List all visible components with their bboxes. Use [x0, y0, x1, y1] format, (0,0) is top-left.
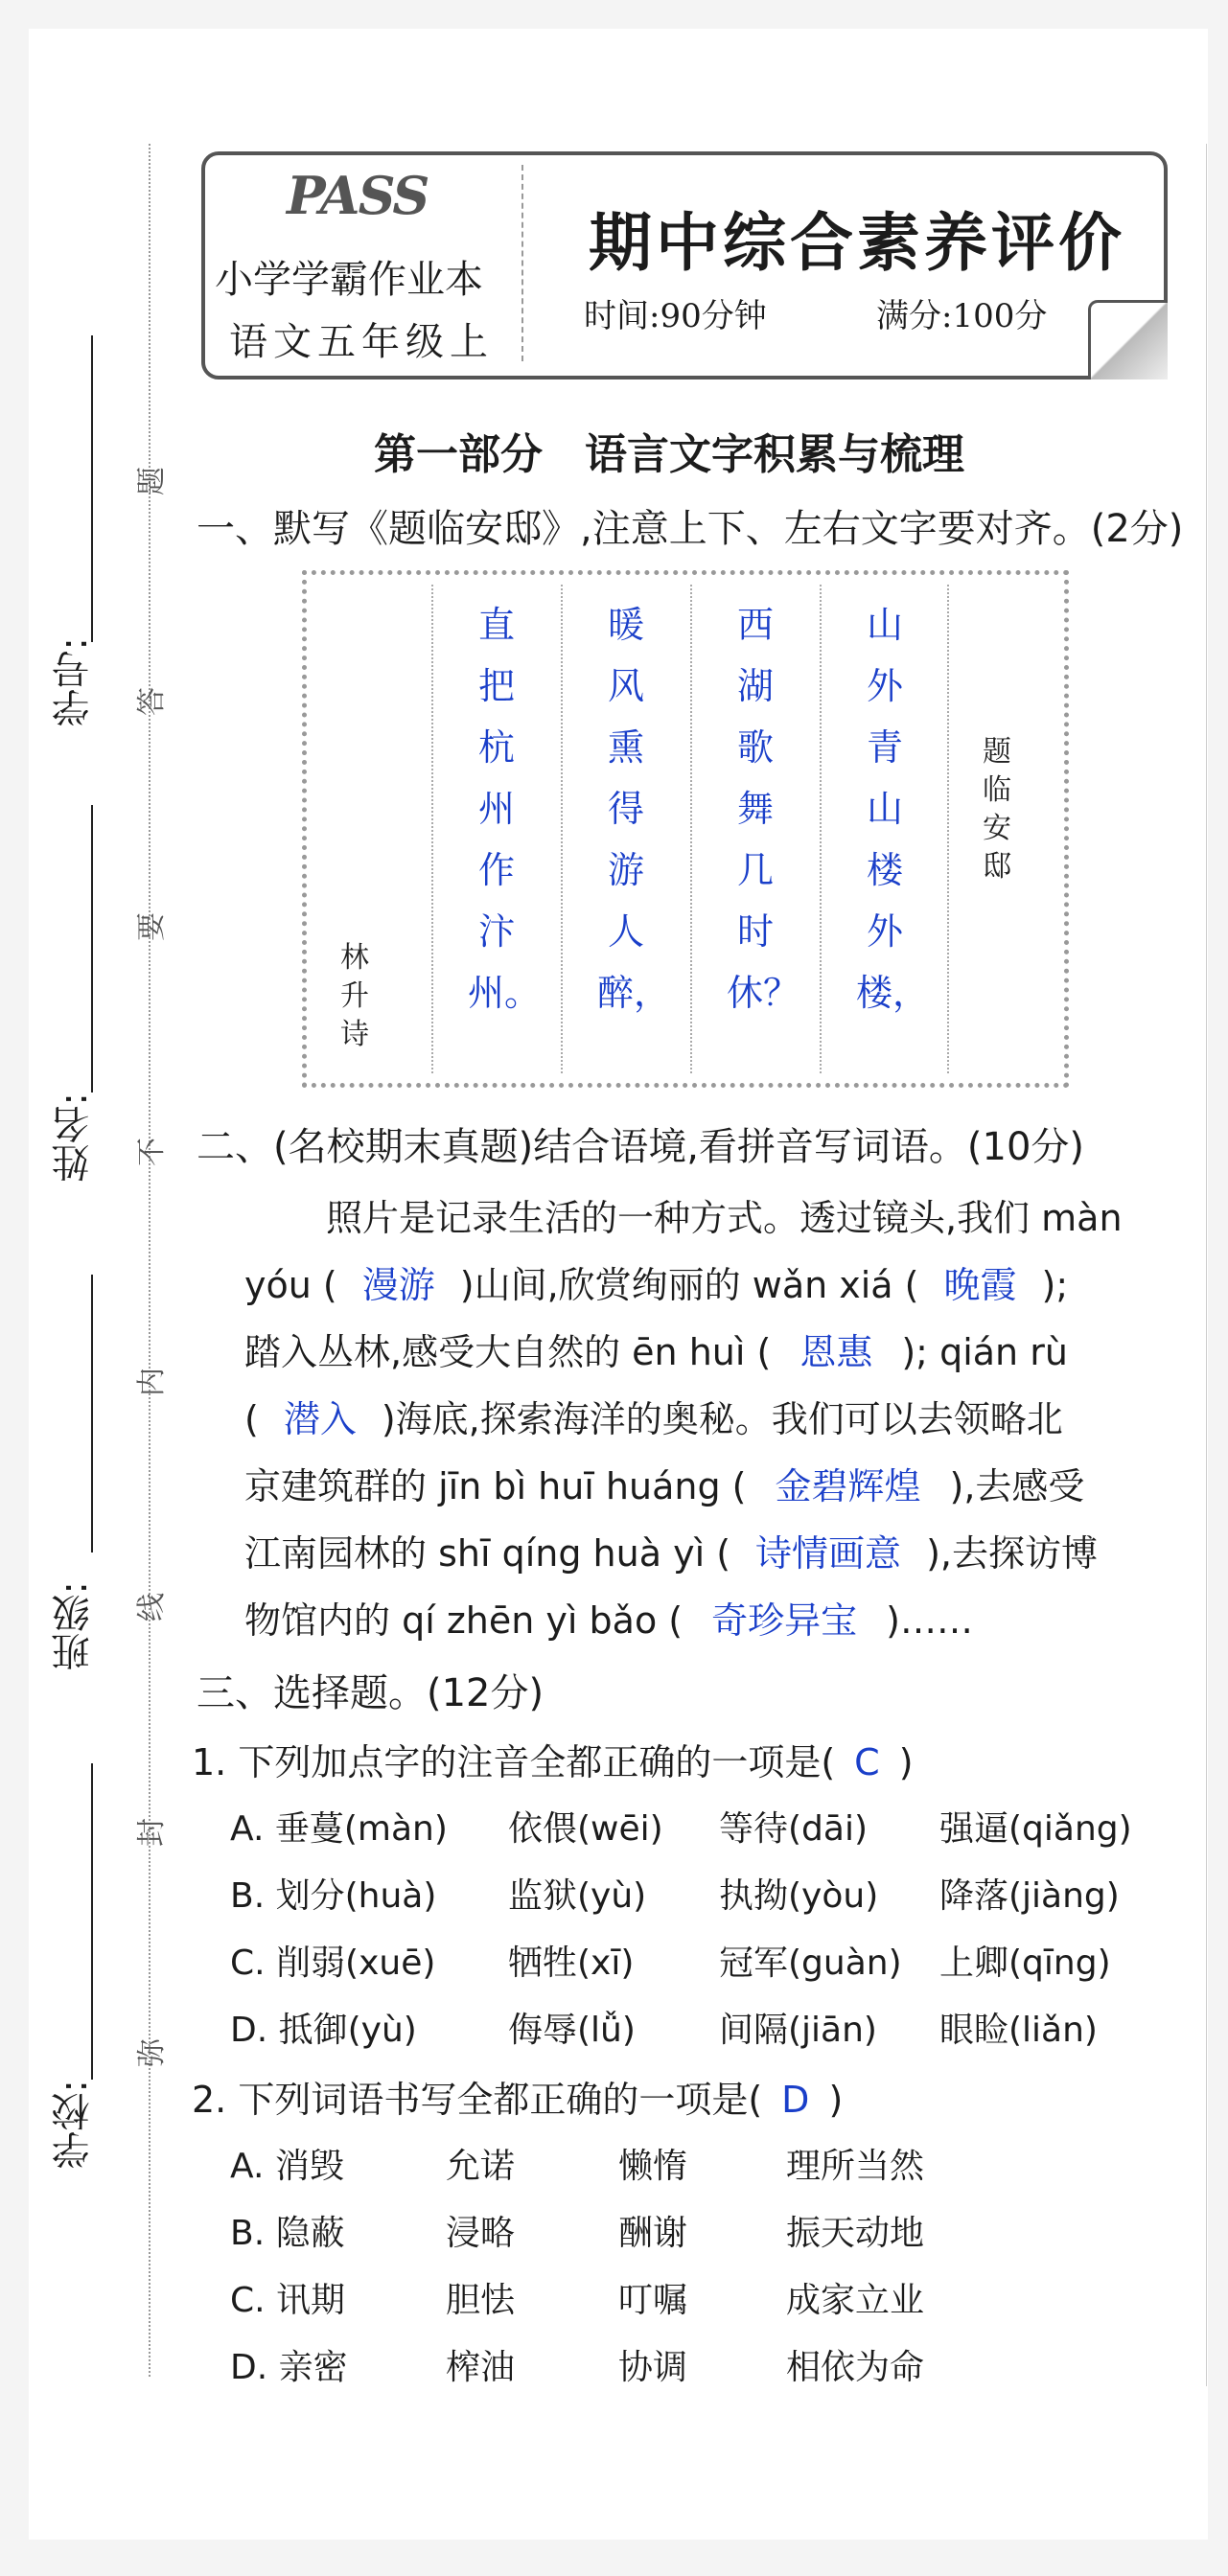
- q3-2-stem: 2. 下列词语书写全都正确的一项是( D ): [192, 2079, 844, 2121]
- q2-line-6: 江南园林的 shī qíng huà yì ( 诗情画意 ),去探访博: [244, 1532, 1098, 1575]
- poem-title: 题临安邸: [983, 735, 1011, 884]
- poem-author: 林升诗: [340, 941, 369, 1051]
- seal-char: 内: [135, 1368, 169, 1396]
- seal-char: 弥: [135, 2038, 169, 2067]
- exam-title: 期中综合素养评价: [589, 206, 1125, 280]
- xingming-label: 姓名:: [52, 1092, 96, 1183]
- part-title: 第一部分 语言文字积累与梳理: [374, 430, 964, 479]
- xuehao-blank: [91, 335, 93, 642]
- xuexiao-label: 学校:: [52, 2080, 96, 2170]
- q3-2-answer: D: [781, 2079, 810, 2121]
- banji-blank: [91, 1275, 93, 1552]
- poem-line-2: 西湖歌舞几时休？: [727, 604, 800, 1014]
- q2-line-4: ( 潜入 )海底,探索海洋的奥秘。我们可以去领略北: [244, 1398, 1063, 1440]
- answer-3: 恩惠: [799, 1331, 873, 1373]
- grid-line: [561, 585, 563, 1073]
- q2-line-3: 踏入丛林,感受大自然的 ēn huì ( 恩惠 ); qián rù: [244, 1331, 1068, 1373]
- q2-title: 二、(名校期末真题)结合语境,看拼音写词语。(10分): [197, 1125, 1085, 1169]
- poem-line-1: 山外青山楼外楼，: [856, 604, 930, 1014]
- header-divider: [521, 165, 523, 361]
- answer-2: 晚霞: [943, 1264, 1017, 1306]
- page-curl: [1088, 300, 1168, 380]
- banji-label: 班级:: [52, 1581, 96, 1671]
- q2-line-2: yóu ( 漫游 )山间,欣赏绚丽的 wǎn xiá ( 晚霞 );: [244, 1264, 1069, 1306]
- book-title: 小学学霸作业本: [215, 258, 483, 302]
- grid-line: [690, 585, 692, 1073]
- xuexiao-blank: [91, 1763, 93, 2080]
- seal-char: 要: [135, 912, 169, 941]
- poem-line-4: 直把杭州作汴州。: [468, 604, 542, 1014]
- seal-char: 线: [135, 1593, 169, 1622]
- answer-6: 诗情画意: [755, 1532, 902, 1575]
- seal-char: 题: [135, 467, 169, 495]
- xuehao-label: 学号:: [52, 637, 96, 727]
- grid-line: [431, 585, 433, 1073]
- grid-line: [820, 585, 822, 1073]
- poem-grid: [302, 570, 1069, 1088]
- q2-line-1: 照片是记录生活的一种方式。透过镜头,我们 màn: [326, 1197, 1123, 1239]
- exam-header: [201, 151, 1168, 380]
- q1-title: 一、默写《题临安邸》,注意上下、左右文字要对齐。(2分): [197, 507, 1184, 551]
- answer-5: 金碧辉煌: [775, 1465, 921, 1507]
- margin-line: [1206, 144, 1207, 2386]
- answer-4: 潜入: [283, 1398, 357, 1440]
- seal-char: 封: [135, 1818, 169, 1847]
- q3-1-stem: 1. 下列加点字的注音全都正确的一项是( C ): [192, 1741, 914, 1783]
- grid-line: [947, 585, 949, 1073]
- q3-1-answer: C: [854, 1741, 880, 1783]
- q2-line-5: 京建筑群的 jīn bì huī huáng ( 金碧辉煌 ),去感受: [244, 1465, 1085, 1507]
- seal-char: 答: [135, 687, 169, 716]
- xingming-blank: [91, 805, 93, 1092]
- grade-label: 语文五年级上: [229, 320, 494, 364]
- poem-line-3: 暖风熏得游人醉，: [597, 604, 671, 1014]
- answer-7: 奇珍异宝: [711, 1599, 858, 1642]
- seal-char: 不: [135, 1138, 169, 1166]
- exam-score: 满分:100分: [876, 297, 1048, 335]
- pass-logo: PASS: [287, 165, 429, 226]
- q3-title: 三、选择题。(12分): [197, 1671, 544, 1715]
- exam-time: 时间:90分钟: [584, 297, 767, 335]
- answer-1: 漫游: [361, 1264, 435, 1306]
- q2-line-7: 物馆内的 qí zhēn yì bǎo ( 奇珍异宝 )……: [244, 1599, 973, 1642]
